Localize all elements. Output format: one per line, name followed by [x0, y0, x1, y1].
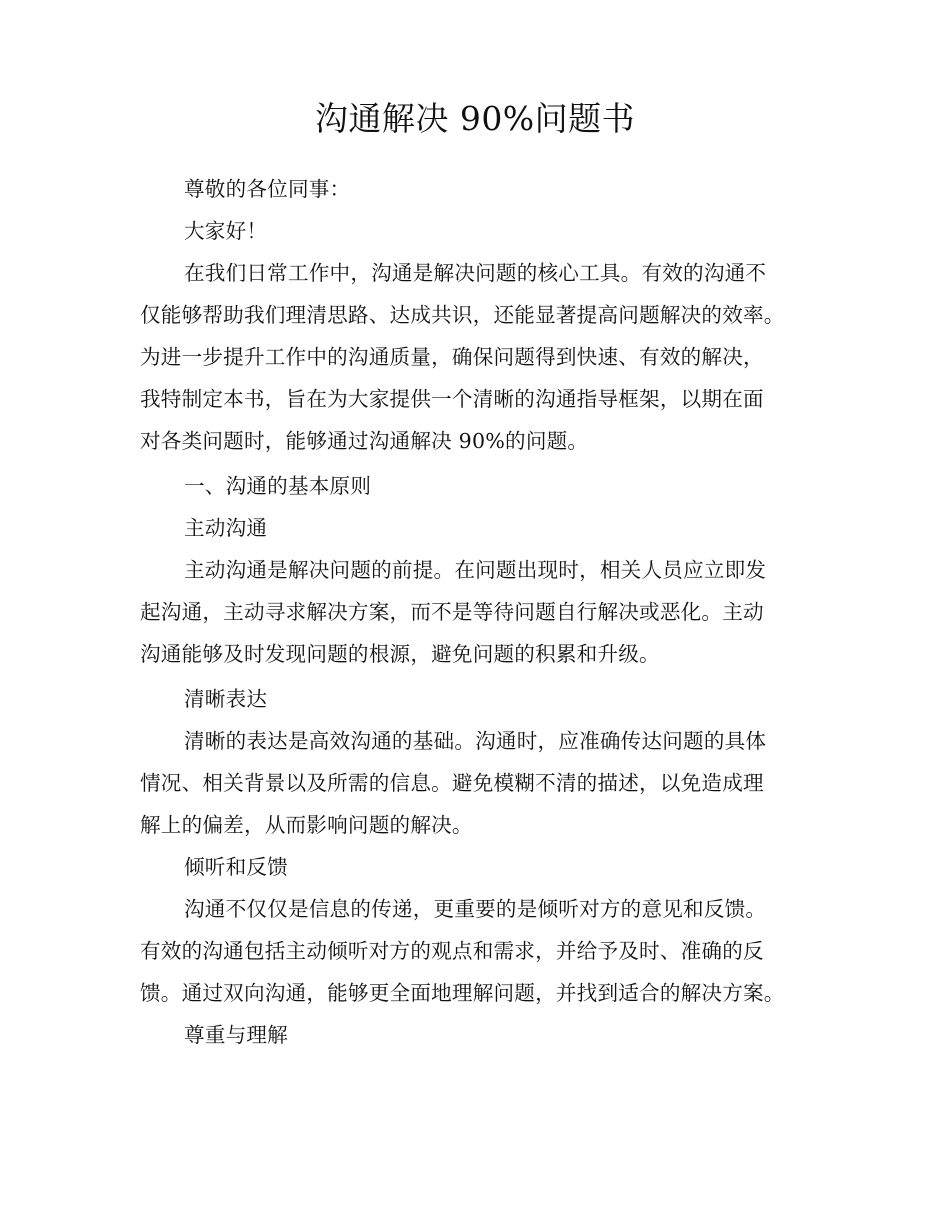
paragraph-intro-line: 对各类问题时，能够通过沟通解决 90%的问题。	[140, 429, 589, 453]
document-title: 沟通解决 90%问题书	[314, 99, 636, 138]
paragraph-proactive-line: 沟通能够及时发现问题的根源，避免问题的积累和升级。	[140, 642, 660, 666]
paragraph-clear-line: 清晰的表达是高效沟通的基础。沟通时，应准确传达问题的具体	[184, 729, 767, 753]
paragraph-intro-line: 为进一步提升工作中的沟通质量，确保问题得到快速、有效的解决，	[140, 345, 764, 369]
salutation: 尊敬的各位同事：	[184, 177, 351, 201]
subheading-proactive: 主动沟通	[184, 516, 268, 540]
subheading-listening: 倾听和反馈	[184, 855, 288, 879]
paragraph-listening-line: 馈。通过双向沟通，能够更全面地理解问题，并找到适合的解决方案。	[140, 981, 785, 1005]
greeting: 大家好！	[184, 219, 268, 243]
paragraph-clear-line: 情况、相关背景以及所需的信息。避免模糊不清的描述，以免造成理	[140, 771, 764, 795]
subheading-clear-expression: 清晰表达	[184, 687, 268, 711]
paragraph-listening-line: 沟通不仅仅是信息的传递，更重要的是倾听对方的意见和反馈。	[184, 897, 767, 921]
paragraph-intro-line: 我特制定本书，旨在为大家提供一个清晰的沟通指导框架，以期在面	[140, 387, 764, 411]
paragraph-proactive-line: 起沟通，主动寻求解决方案，而不是等待问题自行解决或恶化。主动	[140, 600, 764, 624]
paragraph-intro-line: 仅能够帮助我们理清思路、达成共识，还能显著提高问题解决的效率。	[140, 303, 785, 327]
paragraph-listening-line: 有效的沟通包括主动倾听对方的观点和需求，并给予及时、准确的反	[140, 939, 764, 963]
paragraph-intro-line: 在我们日常工作中，沟通是解决问题的核心工具。有效的沟通不	[184, 261, 767, 285]
paragraph-proactive-line: 主动沟通是解决问题的前提。在问题出现时，相关人员应立即发	[184, 558, 767, 582]
paragraph-clear-line: 解上的偏差，从而影响问题的解决。	[140, 813, 473, 837]
subheading-respect: 尊重与理解	[184, 1023, 288, 1047]
section-heading: 一、沟通的基本原则	[184, 474, 372, 498]
